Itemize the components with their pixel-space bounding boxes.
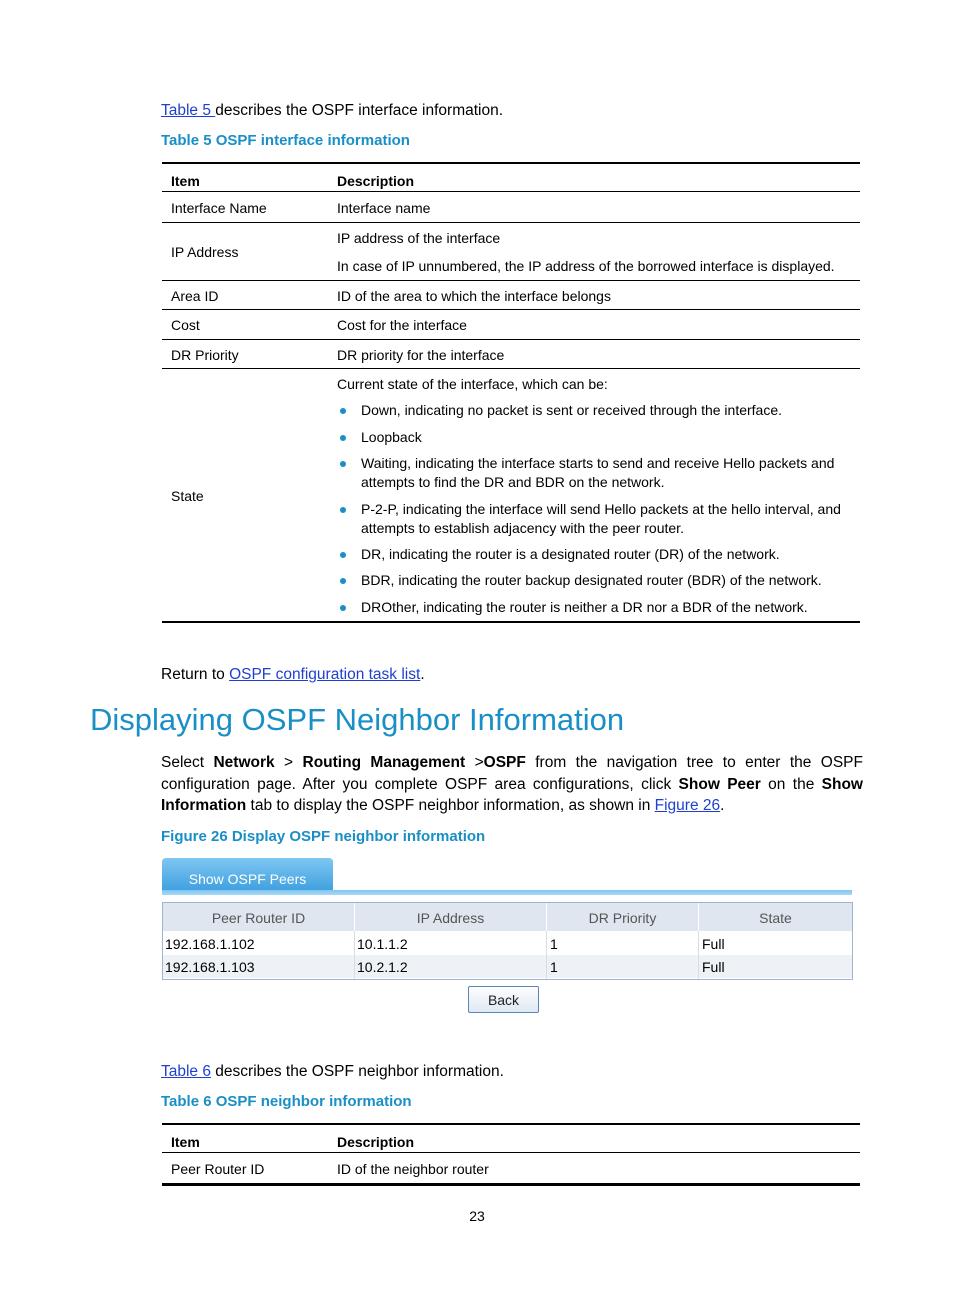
bullet-icon — [340, 507, 346, 513]
cell-item: Cost — [171, 317, 200, 333]
bold-text: OSPF — [483, 754, 526, 771]
table6-link[interactable]: Table 6 — [161, 1063, 211, 1080]
grid-header-peer-router-id[interactable]: Peer Router ID — [163, 903, 355, 931]
cell-description: Current state of the interface, which can be: — [337, 376, 608, 392]
section-heading: Displaying OSPF Neighbor Information — [90, 702, 625, 737]
col-header-description: Description — [337, 1134, 415, 1150]
bullet-text: DR, indicating the router is a designated router (DR) of the network. — [361, 546, 780, 562]
bullet-text: Loopback — [361, 429, 422, 445]
cell-ip-address: 10.2.1.2 — [357, 959, 408, 975]
text: > — [274, 754, 303, 771]
grid-header-state[interactable]: State — [699, 903, 852, 931]
bullet-icon — [340, 435, 346, 441]
body-line-3 — [161, 795, 724, 817]
bullet-text: BDR, indicating the router backup designated router (BDR) of the network. — [361, 572, 822, 588]
cell-description: Interface name — [337, 200, 431, 216]
table6-caption: Table 6 OSPF neighbor information — [161, 1093, 412, 1110]
table-bottom-rule — [162, 621, 860, 623]
row-divider — [162, 222, 860, 223]
back-button[interactable]: Back — [468, 986, 539, 1013]
cell-peer-router-id: 192.168.1.102 — [165, 936, 255, 952]
table-row[interactable] — [163, 932, 852, 955]
text: on the — [760, 776, 822, 793]
row-divider — [162, 339, 860, 340]
text: configuration page. After you complete OSPF area configurations, click — [161, 776, 679, 793]
bullet-icon — [340, 578, 346, 584]
text: tab to display the OSPF neighbor information, as shown in — [246, 797, 655, 814]
column-divider — [546, 931, 547, 979]
bullet-text: P-2-P, indicating the interface will send Hello packets at the hello interval, and — [361, 501, 841, 517]
peers-grid — [162, 902, 853, 980]
col-header-item: Item — [171, 173, 200, 189]
text: > — [465, 754, 484, 771]
text: Select — [161, 754, 214, 771]
body-line-1 — [161, 752, 863, 774]
tab-show-ospf-peers[interactable]: Show OSPF Peers — [162, 858, 333, 892]
cell-item: Interface Name — [171, 200, 267, 216]
intro-paragraph — [161, 100, 503, 122]
bold-text: Routing Management — [302, 754, 466, 771]
bold-text: Information — [161, 797, 247, 814]
cell-dr-priority: 1 — [550, 936, 558, 952]
cell-description: DR priority for the interface — [337, 347, 505, 363]
cell-state: Full — [702, 936, 725, 952]
cell-peer-router-id: 192.168.1.103 — [165, 959, 255, 975]
table-row[interactable] — [163, 955, 852, 978]
col-header-description: Description — [337, 173, 415, 189]
col-header-item: Item — [171, 1134, 200, 1150]
column-divider — [698, 931, 699, 979]
table5-link[interactable]: Table 5 — [161, 102, 216, 119]
cell-item: State — [171, 488, 204, 504]
bullet-text-continued: attempts to establish adjacency with the peer router. — [361, 520, 684, 536]
text: . — [720, 797, 725, 814]
intro6-text: describes the OSPF neighbor information. — [210, 1063, 504, 1080]
cell-item: DR Priority — [171, 347, 239, 363]
table-bottom-rule — [162, 1183, 860, 1186]
bold-text: Show — [821, 776, 863, 793]
page-number: 23 — [469, 1208, 485, 1224]
return-suffix: . — [420, 666, 425, 683]
bullet-icon — [340, 408, 346, 414]
cell-description: ID of the neighbor router — [337, 1161, 489, 1177]
cell-description: ID of the area to which the interface belongs — [337, 288, 611, 304]
cell-item: Area ID — [171, 288, 219, 304]
figure26-link[interactable]: Figure 26 — [654, 797, 721, 814]
row-divider — [162, 368, 860, 369]
bullet-icon — [340, 605, 346, 611]
return-paragraph — [161, 664, 425, 686]
return-prefix: Return to — [161, 666, 230, 683]
grid-header-ip-address[interactable]: IP Address — [355, 903, 547, 931]
table-top-rule — [162, 162, 860, 164]
bold-text: Network — [213, 754, 275, 771]
bullet-text: Waiting, indicating the interface starts to send and receive Hello packets and — [361, 455, 835, 471]
cell-description: Cost for the interface — [337, 317, 467, 333]
table-top-rule — [162, 1123, 860, 1125]
cell-ip-address: 10.1.1.2 — [357, 936, 408, 952]
bullet-text: Down, indicating no packet is sent or received through the interface. — [361, 402, 783, 418]
tab-bar — [162, 890, 852, 895]
grid-header-dr-priority[interactable]: DR Priority — [547, 903, 699, 931]
cell-description: In case of IP unnumbered, the IP address of the borrowed interface is displayed. — [337, 258, 835, 274]
intro-text: describes the OSPF interface information. — [215, 102, 504, 119]
bullet-icon — [340, 552, 346, 558]
bullet-text-continued: attempts to find the DR and BDR on the network. — [361, 474, 665, 490]
intro6-paragraph — [161, 1061, 504, 1083]
cell-item: IP Address — [171, 244, 239, 260]
body-line-2 — [161, 774, 863, 796]
header-rule — [162, 1152, 860, 1153]
cell-item: Peer Router ID — [171, 1161, 265, 1177]
text: from the navigation tree to enter the OSPF — [525, 754, 863, 771]
bullet-icon — [340, 461, 346, 467]
table5-caption: Table 5 OSPF interface information — [161, 132, 410, 149]
figure26-caption: Figure 26 Display OSPF neighbor information — [161, 828, 486, 845]
bold-text: Show Peer — [678, 776, 761, 793]
cell-state: Full — [702, 959, 725, 975]
header-rule — [162, 191, 860, 192]
row-divider — [162, 280, 860, 281]
cell-dr-priority: 1 — [550, 959, 558, 975]
row-divider — [162, 309, 860, 310]
bullet-text: DROther, indicating the router is neither a DR nor a BDR of the network. — [361, 599, 808, 615]
task-list-link[interactable]: OSPF configuration task list — [229, 666, 421, 683]
column-divider — [354, 931, 355, 979]
cell-description: IP address of the interface — [337, 230, 501, 246]
